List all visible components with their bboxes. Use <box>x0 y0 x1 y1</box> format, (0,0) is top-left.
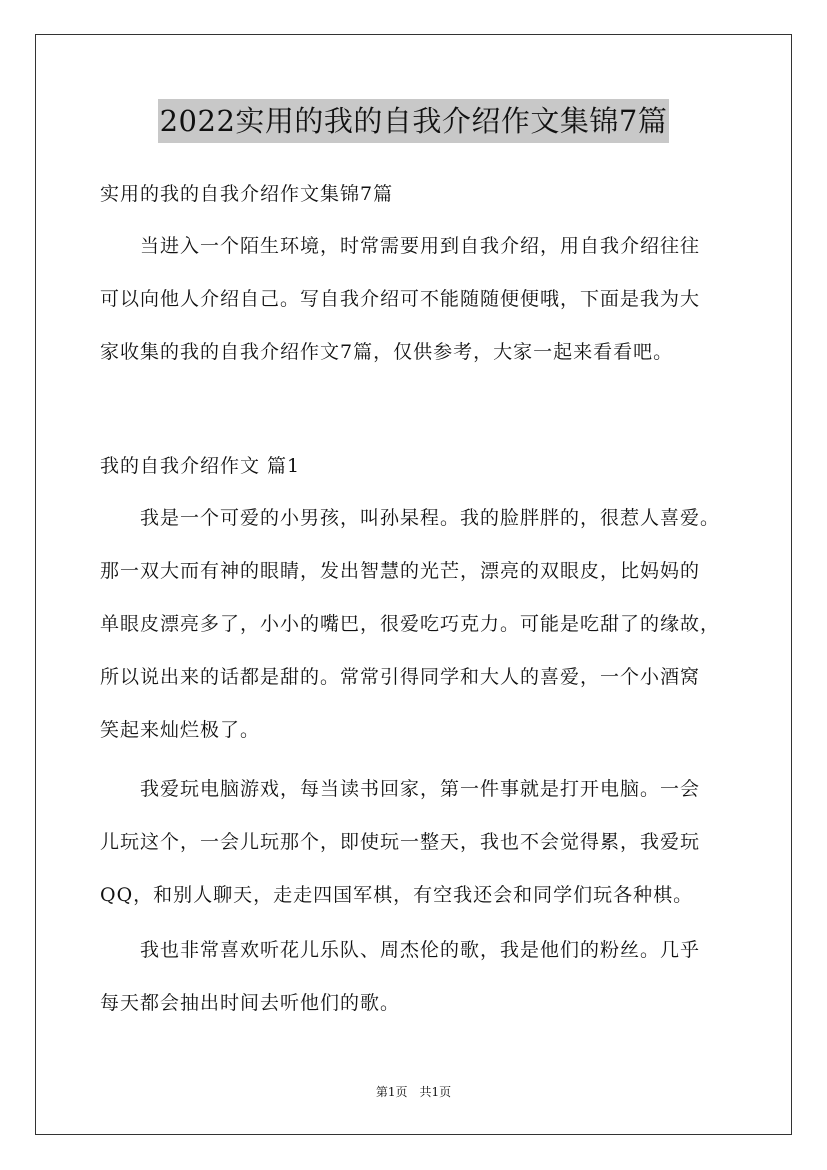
body-paragraph-3 <box>100 924 740 1030</box>
paragraph-line: 每天都会抽出时间去听他们的歌。 <box>100 992 401 1014</box>
paragraph-line: 那一双大而有神的眼睛，发出智慧的光芒，漂亮的双眼皮，比妈妈的 <box>100 560 701 582</box>
body-paragraph-2 <box>100 763 740 922</box>
paragraph-line: 所以说出来的话都是甜的。常常引得同学和大人的喜爱，一个小酒窝 <box>100 666 701 688</box>
document-subtitle: 实用的我的自我介绍作文集锦7篇 <box>100 183 394 205</box>
intro-line: 可以向他人介绍自己。写自我介绍可不能随随便便哦，下面是我为大 <box>100 288 701 310</box>
body-paragraph-1 <box>100 492 740 757</box>
document-title: 2022实用的我的自我介绍作文集锦7篇 <box>158 99 670 143</box>
intro-paragraph <box>100 220 740 379</box>
paragraph-line: QQ，和别人聊天，走走四国军棋，有空我还会和同学们玩各种棋。 <box>100 884 694 906</box>
title-container <box>0 99 827 143</box>
page-number: 第1页 共1页 <box>375 1085 452 1099</box>
paragraph-line: 我爱玩电脑游戏，每当读书回家，第一件事就是打开电脑。一会 <box>100 778 701 800</box>
intro-line: 家收集的我的自我介绍作文7篇，仅供参考，大家一起来看看吧。 <box>100 341 674 363</box>
paragraph-line: 笑起来灿烂极了。 <box>100 719 261 741</box>
paragraph-line: 我也非常喜欢听花儿乐队、周杰伦的歌，我是他们的粉丝。几乎 <box>100 939 701 961</box>
paragraph-line: 儿玩这个，一会儿玩那个，即使玩一整天，我也不会觉得累，我爱玩 <box>100 831 701 853</box>
paragraph-line: 单眼皮漂亮多了，小小的嘴巴，很爱吃巧克力。可能是吃甜了的缘故， <box>100 613 721 635</box>
section-heading: 我的自我介绍作文 篇1 <box>100 455 301 477</box>
intro-line: 当进入一个陌生环境，时常需要用到自我介绍，用自我介绍往往 <box>100 235 701 257</box>
paragraph-line: 我是一个可爱的小男孩，叫孙杲程。我的脸胖胖的，很惹人喜爱。 <box>100 507 721 529</box>
